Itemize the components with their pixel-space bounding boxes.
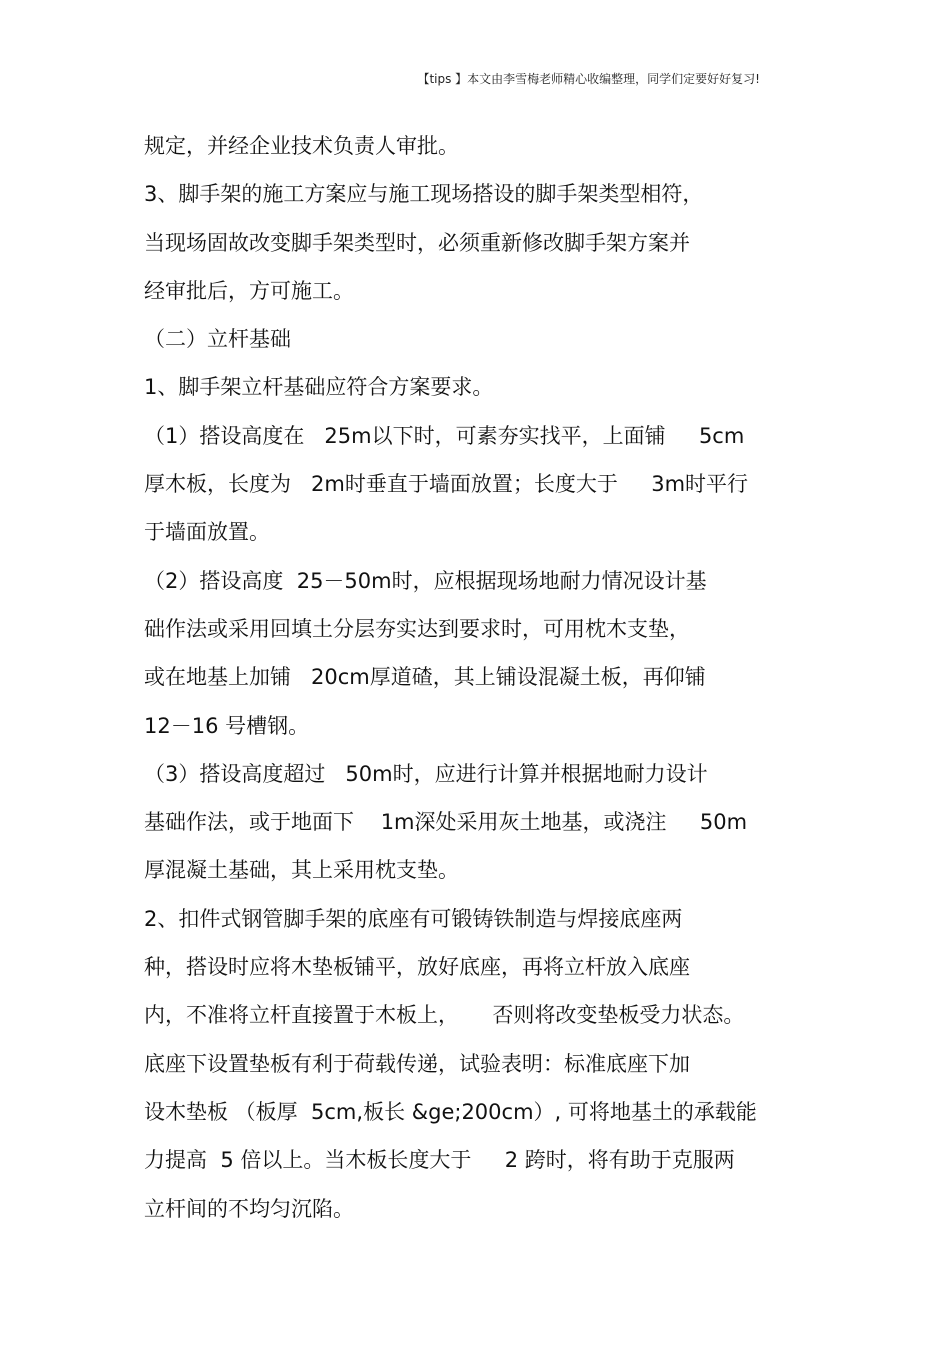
- text-line: 1、脚手架立杆基础应符合方案要求。: [144, 375, 494, 400]
- text-line: 3、脚手架的施工方案应与施工现场搭设的脚手架类型相符，: [144, 182, 704, 207]
- header-tip: 【tips 】本文由李雪梅老师精心收编整理，同学们定要好好复习!: [417, 72, 760, 86]
- text-line: 设木垫板 （板厚 5cm,板长 &ge;200cm）, 可将地基土的承载能: [144, 1099, 757, 1124]
- text-line: 厚混凝土基础，其上采用枕支垫。: [144, 858, 459, 883]
- text-line: （1）搭设高度在 25m以下时，可素夯实找平，上面铺 5cm: [144, 423, 745, 448]
- text-line: 当现场固故改变脚手架类型时，必须重新修改脚手架方案并: [144, 230, 690, 255]
- text-line: 基础作法，或于地面下 1m深处采用灰土地基，或浇注 50m: [144, 810, 748, 835]
- text-line: 经审批后，方可施工。: [144, 278, 354, 303]
- text-line: 础作法或采用回填土分层夯实达到要求时，可用枕木支垫，: [144, 616, 690, 641]
- text-line: 或在地基上加铺 20cm厚道碴，其上铺设混凝土板，再仰铺: [144, 665, 706, 690]
- text-line: 底座下设置垫板有利于荷载传递，试验表明：标准底座下加: [144, 1051, 690, 1076]
- text-line: 2、扣件式钢管脚手架的底座有可锻铸铁制造与焊接底座两: [144, 906, 683, 931]
- text-line: 于墙面放置。: [144, 520, 270, 545]
- text-line: 12－16 号槽钢。: [144, 713, 310, 738]
- text-line: 规定，并经企业技术负责人审批。: [144, 134, 459, 158]
- text-line: （3）搭设高度超过 50m时，应进行计算并根据地耐力设计: [144, 761, 708, 786]
- text-line: 力提高 5 倍以上。当木板长度大于 2 跨时，将有助于克服两: [144, 1148, 735, 1173]
- text-line: 立杆间的不均匀沉陷。: [144, 1196, 354, 1221]
- document-body: [144, 129, 834, 1240]
- text-line: 种，搭设时应将木垫板铺平，放好底座，再将立杆放入底座: [144, 955, 690, 980]
- text-line: （2）搭设高度 25－50m时，应根据现场地耐力情况设计基: [144, 568, 707, 593]
- section-heading: （二）立杆基础: [144, 327, 291, 352]
- text-line: 内，不准将立杆直接置于木板上， 否则将改变垫板受力状态。: [144, 1003, 745, 1028]
- text-line: 厚木板，长度为 2m时垂直于墙面放置；长度大于 3m时平行: [144, 472, 749, 497]
